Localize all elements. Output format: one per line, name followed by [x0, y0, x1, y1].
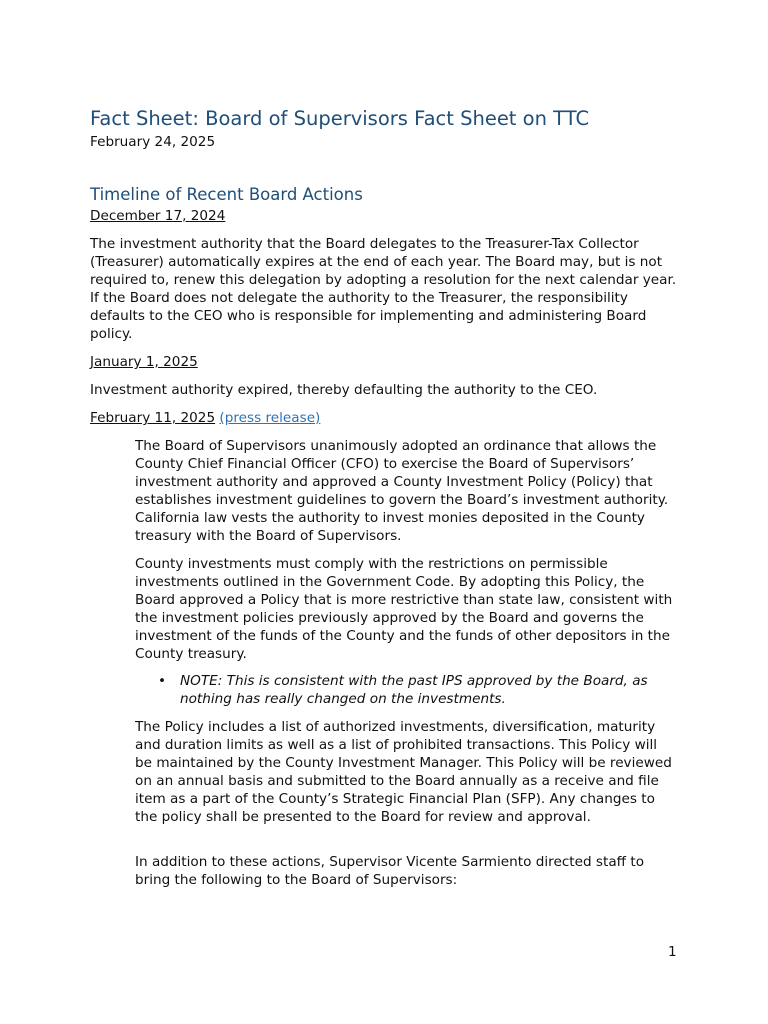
- entry-date-feb-11: February 11, 2025: [90, 410, 216, 426]
- entry-date-dec-17: December 17, 2024: [90, 208, 226, 224]
- press-release-link[interactable]: (press release): [219, 410, 321, 426]
- paragraph-policy-includes: The Policy includes a list of authorized investments, diversification, maturity and duration limits as well as a list of prohibited transactions. This Policy will be maintained by the County Investment Manager. This Policy will be reviewed on an annual basis and submitted to the Board annually as a receive and file item as a part of the County’s Strategic Financial Plan (SFP). Any changes to the policy shall be presented to the Board for review and approval.: [135, 719, 672, 825]
- page-title: Fact Sheet: Board of Supervisors Fact Sheet on TTC: [90, 107, 590, 130]
- paragraph-authority-expired: Investment authority expired, thereby defaulting the authority to the CEO.: [90, 382, 598, 398]
- note-text: NOTE: This is consistent with the past IPS approved by the Board, as nothing has really changed on the investments.: [180, 673, 648, 707]
- paragraph-ordinance-adopted: The Board of Supervisors unanimously adopted an ordinance that allows the County Chief Financial Officer (CFO) to exercise the Board of Supervisors’ investment authority and approved a County Investment Policy (Policy) that establishes investment guidelines to govern the Board’s investment authority. California law vests the authority to invest monies deposited in the County treasury with the Board of Supervisors.: [135, 438, 669, 544]
- entry-date-feb-11-line: [90, 409, 320, 427]
- bullet-icon: •: [158, 673, 167, 689]
- entry-date-jan-1: January 1, 2025: [90, 354, 198, 370]
- page-number: 1: [668, 944, 677, 960]
- section-heading: Timeline of Recent Board Actions: [90, 185, 363, 204]
- paragraph-additional-actions: In addition to these actions, Supervisor Vicente Sarmiento directed staff to bring the following to the Board of Supervisors:: [135, 854, 645, 888]
- paragraph-investment-authority: The investment authority that the Board delegates to the Treasurer-Tax Collector (Treasurer) automatically expires at the end of each year. The Board may, but is not required to, renew this delegation by adopting a resolution for the next calendar year. If the Board does not delegate the authority to the Treasurer, the responsibility defaults to the CEO who is responsible for implementing and administering Board policy.: [90, 236, 677, 342]
- paragraph-government-code: County investments must comply with the restrictions on permissible investments outlined in the Government Code. By adopting this Policy, the Board approved a Policy that is more restrictive than state law, consistent with the investment policies previously approved by the Board and governs the investment of the funds of the County and the funds of other depositors in the County treasury.: [135, 556, 673, 662]
- document-date: February 24, 2025: [90, 134, 216, 150]
